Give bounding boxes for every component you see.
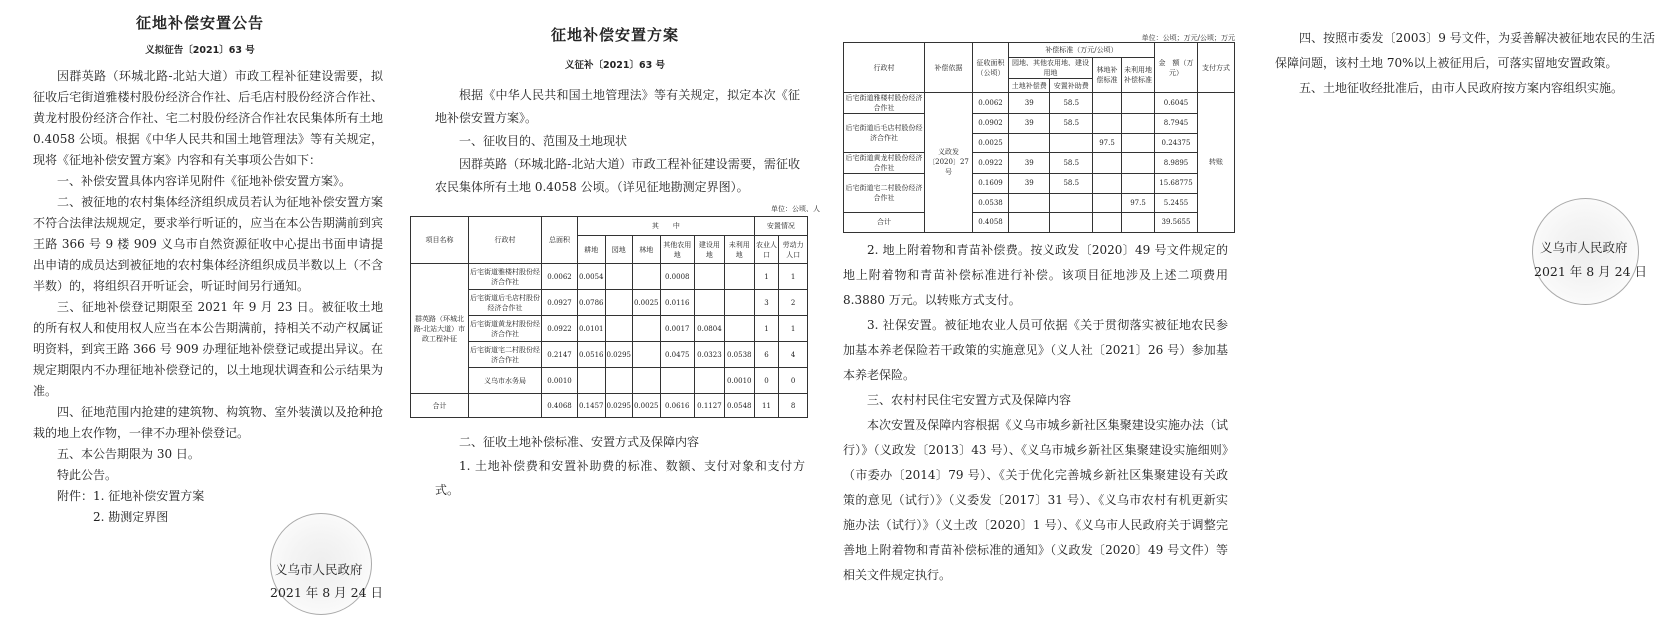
table-row xyxy=(411,290,808,316)
empty-cell xyxy=(1009,213,1050,233)
value-cell: 8 xyxy=(779,394,808,418)
value-cell: 0.0548 xyxy=(724,394,754,418)
total-area-cell: 0.2147 xyxy=(542,342,578,368)
table-row xyxy=(844,93,1235,114)
unused-standard-cell: 97.5 xyxy=(1122,193,1155,213)
section-text: 因群英路（环城北路-北站大道）市政工程补征建设需要，需征收农民集体所有土地 0.4058 公顷。（详见征地勘测定界图）。 xyxy=(435,157,800,194)
area-cell: 0.0025 xyxy=(973,133,1009,153)
value-cell xyxy=(605,368,633,394)
item-text: 2. 地上附着物和青苗补偿费。按义政发〔2020〕49 号文件规定的地上附着物和青苗补偿标准进行补偿。该项目征地涉及上述二项费用 8.3880 万元。以转账方式支付。 xyxy=(843,243,1228,307)
table-row xyxy=(411,368,808,394)
col-header: 其他农用地 xyxy=(660,236,695,264)
col-header: 园地 xyxy=(605,236,633,264)
attachment-item: 1. 征地补偿安置方案 xyxy=(93,489,205,503)
land-area-table xyxy=(410,216,808,418)
table-row xyxy=(844,174,1235,194)
area-cell: 0.0902 xyxy=(973,114,1009,134)
forest-standard-cell: 97.5 xyxy=(1093,133,1122,153)
col-header: 征收面积（公顷） xyxy=(973,43,1009,93)
attachment-item: 2. 勘测定界图 xyxy=(93,510,169,524)
plan-end-body xyxy=(1275,26,1655,101)
value-cell xyxy=(695,290,725,316)
total-row xyxy=(411,394,808,418)
forest-standard-cell xyxy=(1093,93,1122,114)
forest-standard-cell xyxy=(1093,174,1122,194)
col-header: 林地补偿标准 xyxy=(1093,58,1122,93)
land-comp-cell: 39 xyxy=(1009,174,1050,194)
resettle-cell: 58.5 xyxy=(1050,153,1093,174)
village-cell: 后宅街道雅楼村股份经济合作社 xyxy=(845,94,923,112)
notice-paragraph: 四、征地范围内抢建的建筑物、构筑物、室外装潢以及抢种抢栽的地上农作物，一律不办理补偿登记。 xyxy=(33,405,383,440)
col-header: 行政村 xyxy=(469,217,542,264)
area-cell: 0.0062 xyxy=(973,93,1009,114)
col-header: 支付方式 xyxy=(1198,43,1235,93)
section-heading: 三、农村村民住宅安置方式及保障内容 xyxy=(867,393,1072,407)
notice-closing: 特此公告。 xyxy=(57,468,118,482)
total-area-cell: 0.0927 xyxy=(542,290,578,316)
village-cell: 后宅街道黄龙村股份经济合作社 xyxy=(469,316,542,342)
table-row xyxy=(411,342,808,368)
col-header: 安置情况 xyxy=(754,217,807,236)
value-cell: 0.0616 xyxy=(660,394,695,418)
col-header: 劳动力人口 xyxy=(779,236,808,264)
notice-paragraph: 五、本公告期限为 30 日。 xyxy=(57,447,200,461)
plan-signer: 义乌市人民政府 xyxy=(1540,240,1628,255)
total-label: 合计 xyxy=(844,213,925,233)
value-cell: 0.0475 xyxy=(660,342,695,368)
col-header: 安置补助费 xyxy=(1050,79,1093,93)
value-cell xyxy=(605,316,633,342)
forest-standard-cell xyxy=(1093,114,1122,134)
plan-end-page xyxy=(1262,0,1662,633)
notice-paragraph: 二、被征地的农村集体经济组织成员若认为征地补偿安置方案不符合法律法规规定，要求举行听证的，应当在本公告期满前到宾王路 366 号 9 楼 909 义乌市自然资源征收中心提出书面申请提出申请的成员达到被征地的农村集体经济组织成员半数以上（不含半数）的，将组织召开听证会，听证时间另行通知。 xyxy=(33,195,383,293)
value-cell: 6 xyxy=(754,342,779,368)
amount-cell: 8.7945 xyxy=(1155,114,1198,134)
col-header: 行政村 xyxy=(844,43,925,93)
total-area-cell: 0.0010 xyxy=(542,368,578,394)
value-cell: 0.0323 xyxy=(695,342,725,368)
col-header: 其 中 xyxy=(578,217,755,236)
land-comp-cell xyxy=(1009,133,1050,153)
col-header: 农业人口 xyxy=(754,236,779,264)
area-cell: 0.0922 xyxy=(973,153,1009,174)
value-cell: 0.0295 xyxy=(605,342,633,368)
col-header: 土地补偿费 xyxy=(1009,79,1050,93)
village-cell: 后宅街道宅二村股份经济合作社 xyxy=(844,174,925,213)
value-cell: 1 xyxy=(754,316,779,342)
amount-cell: 15.68775 xyxy=(1155,174,1198,194)
compensation-table xyxy=(843,42,1235,233)
plan-doc-number: 义征补〔2021〕63 号 xyxy=(565,60,665,71)
notice-paragraph: 一、补偿安置具体内容详见附件《征地补偿安置方案》。 xyxy=(57,174,352,188)
section-text: 本次安置及保障内容根据《义乌市城乡新社区集聚建设实施办法（试行）》（义政发〔2013〕43 号）、《义乌市城乡新社区集聚建设实施细则》（市委办〔2014〕79 号）、《关于优化完善城乡新社区集聚建设有关政策的意见（试行）》（义委发〔2017〕31 号）、《义乌市农村有机更新实施办法（试行）》（义土改〔2020〕1 号）、《义乌市人民政府关于调整完善地上附着物和青苗补偿标准的通知》（义政发〔2020〕49 号文件）等相关文件规定执行。 xyxy=(843,418,1228,582)
village-cell: 后宅街道黄龙村股份经济合作社 xyxy=(845,154,923,172)
table-row xyxy=(844,114,1235,134)
attachment-label: 附件： xyxy=(57,489,94,503)
value-cell xyxy=(633,342,661,368)
value-cell: 4 xyxy=(779,342,808,368)
value-cell: 1 xyxy=(779,316,808,342)
section-heading: 一、征收目的、范围及土地现状 xyxy=(459,134,628,148)
notice-signer: 义乌市人民政府 xyxy=(275,562,363,577)
value-cell xyxy=(633,316,661,342)
value-cell: 0.0538 xyxy=(724,342,754,368)
value-cell xyxy=(724,264,754,290)
notice-paragraph: 因群英路（环城北路-北站大道）市政工程补征建设需要，拟征收后宅街道雅楼村股份经济合作社、后毛店村股份经济合作社、黄龙村股份经济合作社、宅二村股份经济合作社农民集体所有土地 0.4058 公顷。根据《中华人民共和国土地管理法》等有关规定，现将《征地补偿安置方案》内容和有关事项公告如下： xyxy=(33,69,383,167)
value-cell: 0 xyxy=(779,368,808,394)
village-cell: 后宅街道后毛店村股份经济合作社 xyxy=(844,114,925,153)
amount-cell: 39.5655 xyxy=(1155,213,1198,233)
value-cell: 0.0017 xyxy=(660,316,695,342)
notice-paragraph: 三、征地补偿登记期限至 2021 年 9 月 23 日。被征收土地的所有权人和使用权人应当在本公告期满前，持相关不动产权属证明资料，到宾王路 366 号 909 办理征地补偿登记或提出异议。在规定期限内不办理征地补偿登记的，以土地现状调查和公示结果为准。 xyxy=(33,300,383,398)
resettle-cell: 58.5 xyxy=(1050,114,1093,134)
attachment-line xyxy=(33,486,383,507)
empty-cell xyxy=(1050,213,1093,233)
value-cell xyxy=(605,264,633,290)
resettle-cell xyxy=(1050,193,1093,213)
total-area-cell: 0.0922 xyxy=(542,316,578,342)
land-comp-cell: 39 xyxy=(1009,93,1050,114)
plan-date: 2021 年 8 月 24 日 xyxy=(1534,264,1648,279)
village-cell: 后宅街道雅楼村股份经济合作社 xyxy=(469,264,542,290)
total-row xyxy=(844,213,1235,233)
amount-cell: 8.9895 xyxy=(1155,153,1198,174)
table2-unit: 单位：公顷；万元/公顷；万元 xyxy=(1141,34,1235,42)
value-cell: 0.0295 xyxy=(605,394,633,418)
value-cell xyxy=(695,368,725,394)
forest-standard-cell xyxy=(1093,153,1122,174)
value-cell: 1 xyxy=(779,264,808,290)
value-cell xyxy=(633,264,661,290)
plan-title: 征地补偿安置方案 xyxy=(550,26,679,44)
value-cell: 0.0101 xyxy=(578,316,606,342)
plan-page xyxy=(410,0,820,633)
land-comp-cell xyxy=(1009,193,1050,213)
unused-standard-cell xyxy=(1122,93,1155,114)
unused-standard-cell xyxy=(1122,153,1155,174)
value-cell xyxy=(660,368,695,394)
value-cell xyxy=(605,290,633,316)
unused-standard-cell xyxy=(1122,114,1155,134)
notice-doc-number: 义拟征告〔2021〕63 号 xyxy=(145,45,255,56)
col-header: 未利用地补偿标准 xyxy=(1122,58,1155,93)
plan-section2 xyxy=(435,430,805,502)
col-header: 补偿标准（万元/公顷） xyxy=(1009,43,1155,58)
plan-intro-block xyxy=(435,84,800,199)
value-cell: 0 xyxy=(754,368,779,394)
forest-standard-cell xyxy=(1093,193,1122,213)
basis-cell: 义政发〔2020〕27号 xyxy=(925,93,973,233)
col-header: 项目名称 xyxy=(411,217,469,264)
amount-cell: 5.2455 xyxy=(1155,193,1198,213)
notice-page xyxy=(0,0,400,633)
resettle-cell xyxy=(1050,133,1093,153)
table-row xyxy=(411,264,808,290)
resettle-cell: 58.5 xyxy=(1050,174,1093,194)
amount-cell: 0.24375 xyxy=(1155,133,1198,153)
section-heading: 二、征收土地补偿标准、安置方式及保障内容 xyxy=(459,435,700,449)
section-text: 四、按照市委发〔2003〕9 号文件，为妥善解决被征地农民的生活保障问题，该村土地 70%以上被征用后，可落实留地安置政策。 xyxy=(1275,31,1655,70)
value-cell: 0.0054 xyxy=(578,264,606,290)
col-header: 园地、其他农用地、建设用地 xyxy=(1009,58,1093,79)
empty-cell xyxy=(469,394,542,418)
value-cell: 0.0516 xyxy=(578,342,606,368)
total-area-cell: 0.0062 xyxy=(542,264,578,290)
area-cell: 0.1609 xyxy=(973,174,1009,194)
notice-title: 征地补偿安置公告 xyxy=(135,14,264,32)
value-cell: 1 xyxy=(754,264,779,290)
table1-unit: 单位：公顷、人 xyxy=(771,205,820,213)
value-cell xyxy=(724,290,754,316)
col-header: 建设用地 xyxy=(695,236,725,264)
value-cell: 0.0025 xyxy=(633,290,661,316)
section-text: 五、土地征收经批准后，由市人民政府按方案内容组织实施。 xyxy=(1299,81,1624,95)
total-area-cell: 0.4068 xyxy=(542,394,578,418)
area-cell: 0.0538 xyxy=(973,193,1009,213)
col-header: 耕地 xyxy=(578,236,606,264)
project-name-cell: 群英路（环城北路-北站大道）市政工程补征 xyxy=(411,264,469,394)
value-cell xyxy=(578,368,606,394)
empty-cell xyxy=(1122,213,1155,233)
col-header: 补偿依据 xyxy=(925,43,973,93)
value-cell: 11 xyxy=(754,394,779,418)
item-text: 3. 社保安置。被征地农业人员可依据《关于贯彻落实被征地农民参加基本养老保险若干政策的实施意见》（义人社〔2021〕26 号）参加基本养老保险。 xyxy=(843,318,1228,382)
value-cell: 0.0010 xyxy=(724,368,754,394)
value-cell: 0.0804 xyxy=(695,316,725,342)
table-row xyxy=(844,153,1235,174)
village-cell: 后宅街道宅二村股份经济合作社 xyxy=(469,342,542,368)
section-text: 1. 土地补偿费和安置补助费的标准、数额、支付对象和支付方式。 xyxy=(435,459,805,497)
value-cell xyxy=(695,264,725,290)
plan-continued-page xyxy=(835,0,1245,633)
land-comp-cell: 39 xyxy=(1009,153,1050,174)
value-cell: 3 xyxy=(754,290,779,316)
plan-intro: 根据《中华人民共和国土地管理法》等有关规定，拟定本次《征地补偿安置方案》。 xyxy=(435,88,800,125)
col-header: 总面积 xyxy=(542,217,578,264)
value-cell: 0.1457 xyxy=(578,394,606,418)
notice-body xyxy=(33,66,383,528)
value-cell: 0.0116 xyxy=(660,290,695,316)
value-cell: 0.1127 xyxy=(695,394,725,418)
value-cell xyxy=(633,368,661,394)
col-header: 金 额（万元） xyxy=(1155,43,1198,93)
resettle-cell: 58.5 xyxy=(1050,93,1093,114)
value-cell: 0.0008 xyxy=(660,264,695,290)
unused-standard-cell xyxy=(1122,174,1155,194)
area-cell: 0.4058 xyxy=(973,213,1009,233)
col-header: 未利用地 xyxy=(724,236,754,264)
village-cell: 后宅街道后毛店村股份经济合作社 xyxy=(469,290,542,316)
value-cell: 2 xyxy=(779,290,808,316)
value-cell: 0.0786 xyxy=(578,290,606,316)
value-cell: 0.0025 xyxy=(633,394,661,418)
col-header: 林地 xyxy=(633,236,661,264)
total-label: 合计 xyxy=(411,394,469,418)
notice-date: 2021 年 8 月 24 日 xyxy=(270,585,384,600)
unused-standard-cell xyxy=(1122,133,1155,153)
payment-method-cell: 转账 xyxy=(1198,93,1235,233)
empty-cell xyxy=(1093,213,1122,233)
value-cell xyxy=(724,316,754,342)
table-row xyxy=(411,316,808,342)
amount-cell: 0.6045 xyxy=(1155,93,1198,114)
land-comp-cell: 39 xyxy=(1009,114,1050,134)
village-cell: 义乌市水务局 xyxy=(469,368,542,394)
plan-items xyxy=(843,238,1228,588)
